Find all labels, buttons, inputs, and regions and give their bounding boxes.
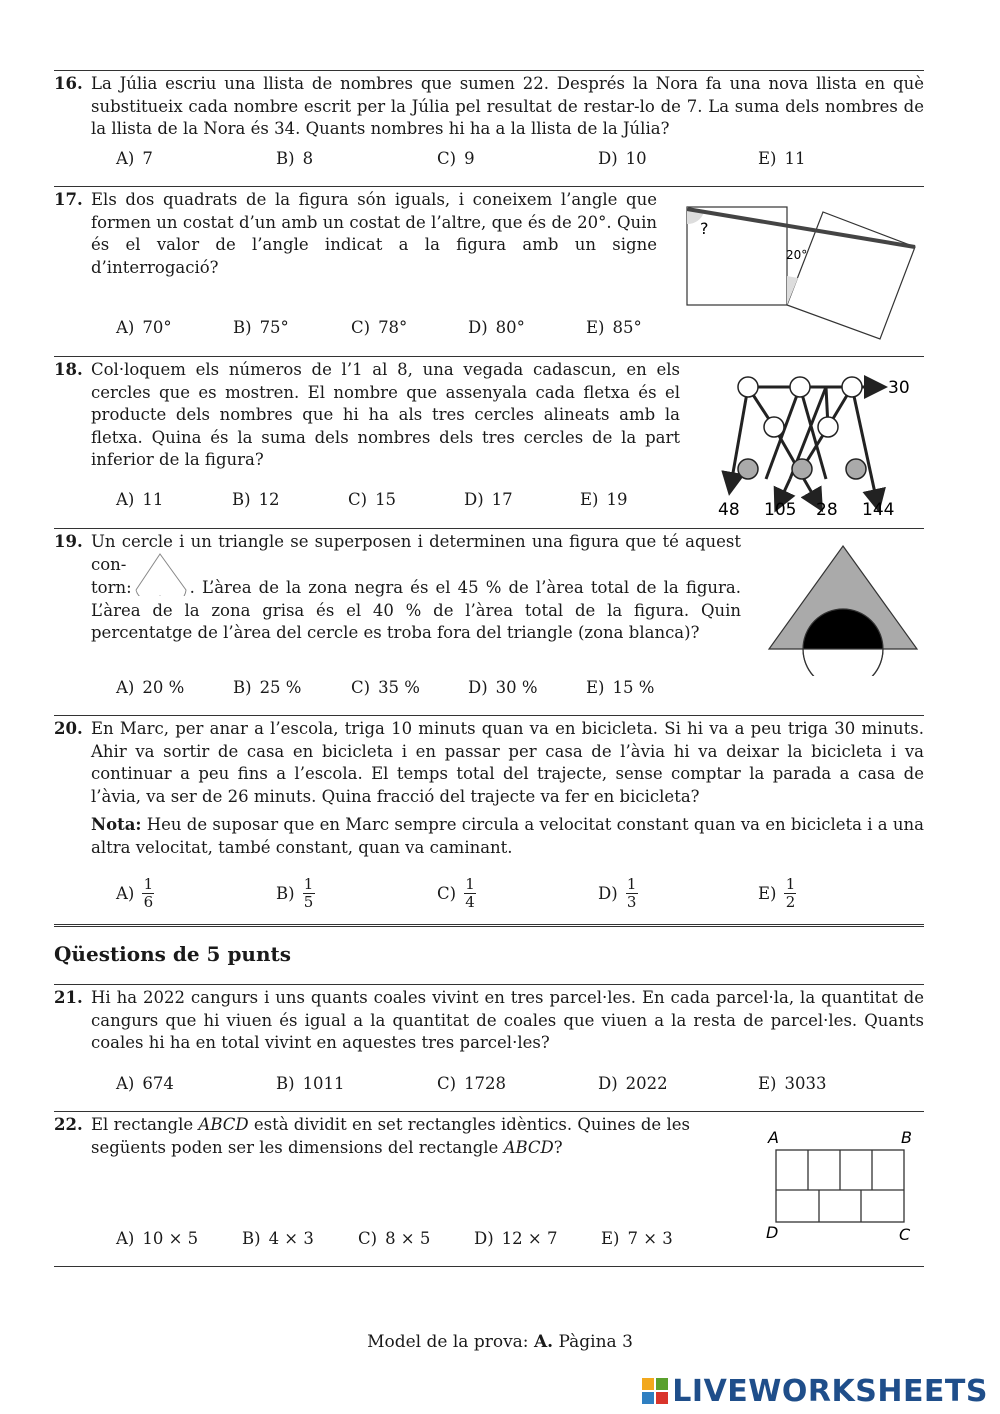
option-d[interactable]: D) 10 — [598, 149, 647, 168]
section-divider — [54, 924, 924, 927]
question-22 — [54, 1114, 754, 1164]
option-e[interactable]: E) 19 — [580, 490, 628, 509]
question-number: 21. — [54, 988, 83, 1007]
question-text: Hi ha 2022 cangurs i uns quants coales vivint en tres parcel·les. En cada parcel·la, la quantitat de cangurs que hi viuen és igual a la quantitat de coales que viuen a la resta de parcel·les. Quants coales hi ha en total vivint en aquestes tres parcel·les? — [91, 988, 924, 1052]
option-c[interactable]: C) 35 % — [351, 678, 420, 697]
option-d[interactable]: D) 80° — [468, 318, 525, 337]
circles-arrows-figure — [712, 365, 927, 523]
question-number: 16. — [54, 74, 83, 93]
question-21 — [54, 987, 924, 1057]
question-text: El rectangle ABCD està dividit en set rectangles idèntics. Quines de les següents poden ser les dimensions del rectangle ABCD? — [91, 1115, 690, 1157]
option-e[interactable]: E) 3033 — [758, 1074, 827, 1093]
section-title: Qüestions de 5 punts — [54, 942, 292, 966]
option-b[interactable]: B) 4 × 3 — [242, 1229, 314, 1248]
vertex-b-label: B — [901, 1128, 912, 1147]
divider — [54, 186, 924, 187]
question-16 — [54, 73, 924, 143]
arrow-label-4: 144 — [862, 500, 895, 520]
option-e[interactable]: E) 7 × 3 — [601, 1229, 673, 1248]
question-20 — [54, 718, 924, 858]
question-number: 19. — [54, 532, 83, 551]
option-c[interactable]: C) 1728 — [437, 1074, 507, 1093]
divider — [54, 528, 924, 529]
question-mark-label: ? — [700, 219, 709, 238]
arrow-label-2: 105 — [764, 500, 797, 520]
divider — [54, 715, 924, 716]
option-c[interactable]: C) 78° — [351, 318, 408, 337]
option-d[interactable]: D) 12 × 7 — [474, 1229, 558, 1248]
divider — [54, 1266, 924, 1267]
option-b[interactable]: B) 12 — [232, 490, 280, 509]
angle-label: 20° — [786, 248, 808, 262]
option-d[interactable]: D) 30 % — [468, 678, 538, 697]
question-17 — [54, 189, 674, 277]
option-b[interactable]: B) 8 — [276, 149, 314, 168]
divider — [54, 70, 924, 71]
option-e[interactable]: E) 1 2 — [758, 875, 796, 911]
logo-grid-icon — [642, 1378, 668, 1404]
question-text: Col·loquem els números de l’1 al 8, una vegada cadascun, en els cercles que es mostren. El nombre que assenyala cada fletxa és el producte dels nombres que hi ha als tres cercles alineats amb la fletxa. Quina és la suma dels nombres dels tres cercles de la part inferior de la figura? — [91, 360, 680, 469]
rectangle-abcd-figure — [760, 1126, 925, 1248]
circle-triangle-figure — [766, 543, 921, 676]
question-number: 20. — [54, 719, 83, 738]
question-number: 22. — [54, 1115, 83, 1134]
question-text: La Júlia escriu una llista de nombres que sumen 22. Després la Nora fa una nova llista en què substitueix cada nombre escrit per la Júlia pel resultat de restar-lo de 7. La suma dels nombres de la llista de la Nora és 34. Quants nombres hi ha a la llista de la Júlia? — [91, 74, 924, 138]
option-d[interactable]: D) 17 — [464, 490, 513, 509]
option-e[interactable]: E) 15 % — [586, 678, 655, 697]
option-c[interactable]: C) 8 × 5 — [358, 1229, 431, 1248]
question-number: 18. — [54, 360, 83, 379]
option-a[interactable]: A) 70° — [116, 318, 172, 337]
vertex-c-label: C — [899, 1225, 911, 1244]
option-a[interactable]: A) 20 % — [116, 678, 185, 697]
two-squares-figure — [680, 198, 930, 343]
option-c[interactable]: C) 9 — [437, 149, 475, 168]
option-a[interactable]: A) 1 6 — [116, 875, 154, 911]
arrow-label-1: 48 — [718, 500, 740, 520]
question-18 — [54, 359, 684, 469]
option-d[interactable]: D) 1 3 — [598, 875, 637, 911]
option-a[interactable]: A) 674 — [116, 1074, 174, 1093]
option-a[interactable]: A) 11 — [116, 490, 164, 509]
divider — [54, 984, 924, 985]
divider — [54, 1111, 924, 1112]
question-text: En Marc, per anar a l’escola, triga 10 minuts quan va en bicicleta. Si hi va a peu triga 30 minuts. Ahir va sortir de casa en bicicleta i en passar per casa de l’àvia hi va deixar la bicicleta i va continuar a peu fins a l’escola. El temps total del trajecte, sense comptar la parada a casa de l’àvia, va ser de 26 minuts. Quina fracció del trajecte va fer en bicicleta? — [91, 719, 924, 806]
option-c[interactable]: C) 15 — [348, 490, 397, 509]
option-e[interactable]: E) 11 — [758, 149, 806, 168]
option-b[interactable]: B) 1 5 — [276, 875, 314, 911]
option-b[interactable]: B) 75° — [233, 318, 289, 337]
divider — [54, 356, 924, 357]
question-text: Els dos quadrats de la figura són iguals, i coneixem l’angle que formen un costat d’un amb un costat de l’altre, que és de 20°. Quin és el valor de l’angle indicat a la figura amb un signe d’interrogació? — [91, 190, 657, 277]
liveworksheets-logo: LIVEWORKSHEETS — [642, 1374, 988, 1409]
question-text-continued: torn: . L’àrea de la zona negra és el 45 % de l’àrea total de la figura. L’àrea de la zona grisa és el 40 % de l’àrea total de la figura. Quin percentatge de l’àrea del cercle es troba fora del triangle (zona blanca)? — [91, 578, 741, 642]
page-footer: Model de la prova: A. Pàgina 3 — [367, 1332, 633, 1352]
option-a[interactable]: A) 7 — [116, 149, 153, 168]
option-a[interactable]: A) 10 × 5 — [116, 1229, 199, 1248]
question-number: 17. — [54, 190, 83, 209]
option-d[interactable]: D) 2022 — [598, 1074, 668, 1093]
option-e[interactable]: E) 85° — [586, 318, 642, 337]
option-c[interactable]: C) 1 4 — [437, 875, 475, 911]
vertex-d-label: D — [766, 1223, 779, 1242]
option-b[interactable]: B) 1011 — [276, 1074, 345, 1093]
option-b[interactable]: B) 25 % — [233, 678, 302, 697]
question-text: Un cercle i un triangle se superposen i determinen una figura que té aquest con- — [91, 532, 741, 574]
vertex-a-label: A — [768, 1128, 779, 1147]
outline-contour-icon — [130, 552, 192, 596]
arrow-label-3: 28 — [816, 500, 838, 520]
question-note: Nota: Heu de suposar que en Marc sempre circula a velocitat constant quan va en bicicleta i a una altra velocitat, també constant, quan va caminant. — [91, 815, 924, 857]
arrow-label-right: 30 — [888, 378, 910, 398]
